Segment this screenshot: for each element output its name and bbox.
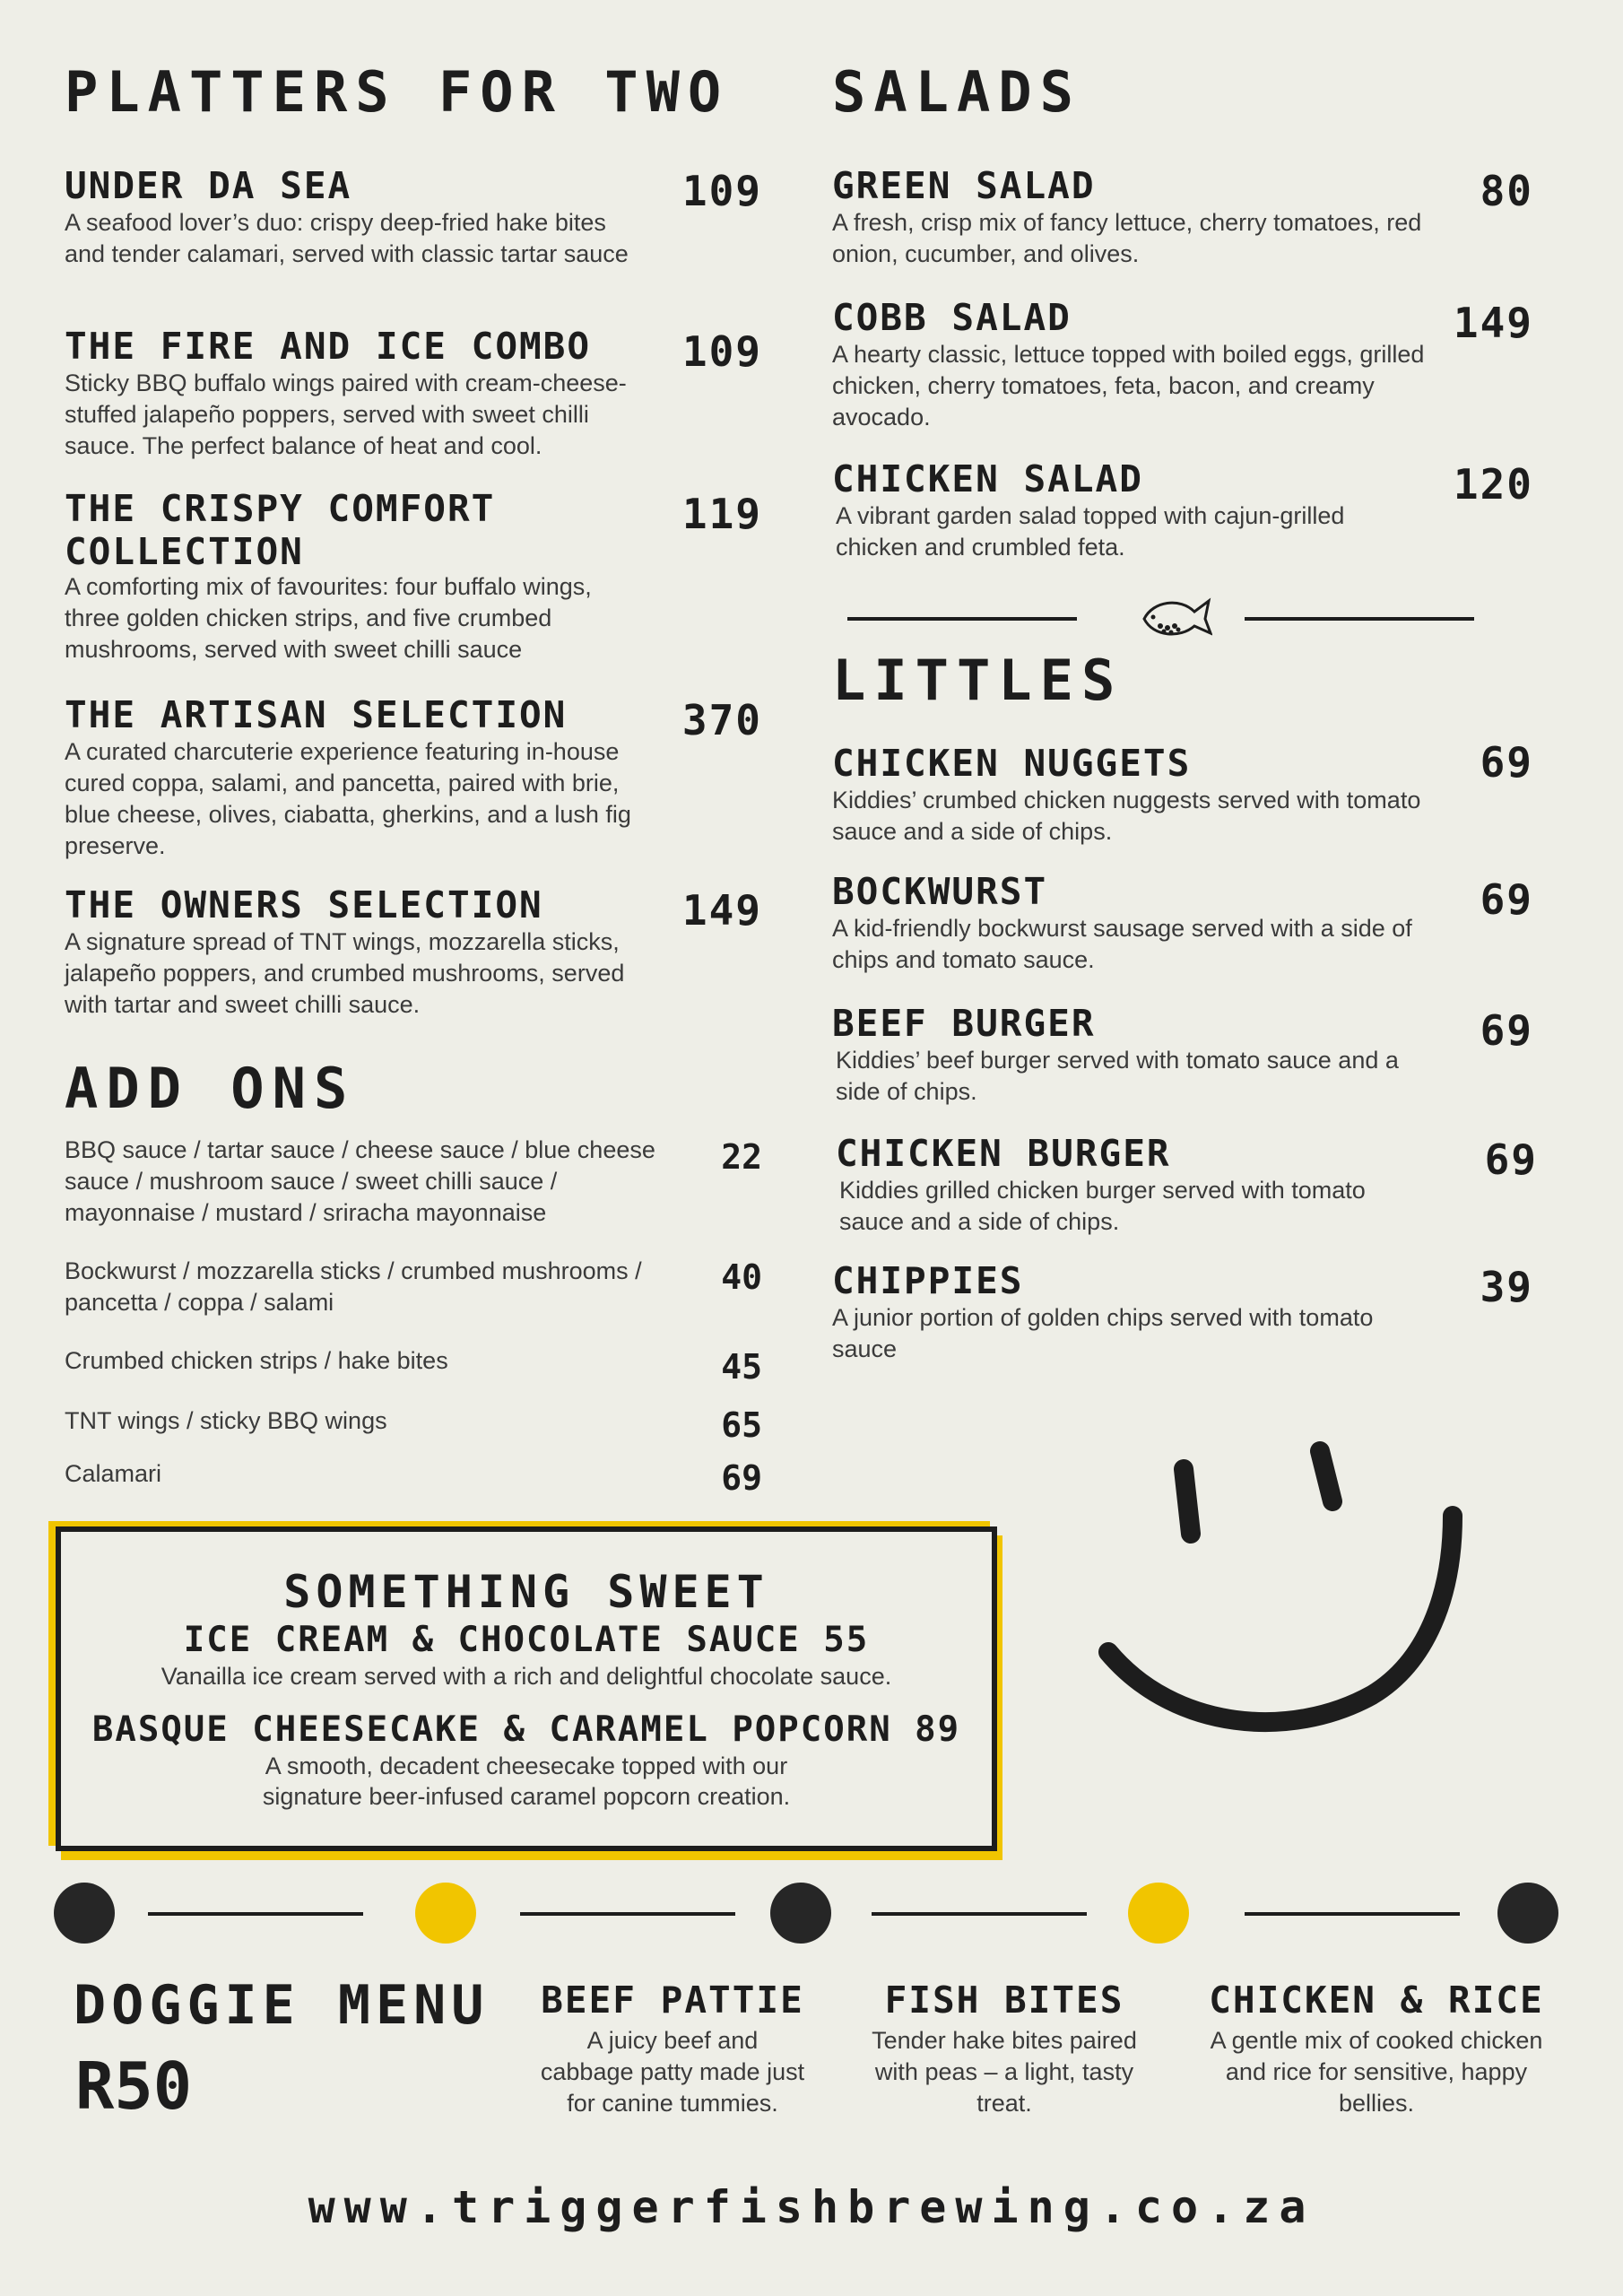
menu-item: [836, 1132, 1436, 1238]
item-name: CHICKEN SALAD: [832, 457, 1143, 500]
menu-item: [832, 1259, 1433, 1365]
item-description: A signature spread of TNT wings, mozzarella sticks, jalapeño poppers, and crumbed mushrooms, served with tartar and sweet chilli sauce.: [65, 928, 625, 1018]
item-name: THE OWNERS SELECTION: [65, 883, 543, 926]
item-description: A vibrant garden salad topped with cajun-grilled chicken and crumbled feta.: [836, 502, 1345, 561]
sweet-item-description: A smooth, decadent cheesecake topped with our signature beer-infused caramel popcorn creation.: [262, 1752, 791, 1810]
addon-item: Crumbed chicken strips / hake bites: [65, 1347, 448, 1374]
item-description: Kiddies’ beef burger served with tomato sauce and a side of chips.: [836, 1047, 1399, 1105]
littles-title: LITTLES: [832, 648, 1124, 713]
menu-item: [65, 487, 531, 573]
item-price: 69: [1480, 738, 1533, 787]
doggie-item: [1184, 1979, 1569, 2119]
menu-item: [65, 164, 647, 270]
doggie-item: [511, 1979, 834, 2119]
item-name: THE ARTISAN SELECTION: [65, 693, 568, 736]
item-name: THE CRISPY COMFORT COLLECTION: [65, 487, 496, 573]
divider-line: [520, 1912, 735, 1916]
item-price: 370: [681, 696, 762, 744]
item-price: 120: [1453, 460, 1533, 509]
divider-dot: [415, 1883, 476, 1944]
doggie-item-description: A juicy beef and cabbage patty made just for canine tummies.: [540, 2027, 805, 2117]
item-description: A curated charcuterie experience featuring in-house cured coppa, salami, and pancetta, paired with brie, blue cheese, olives, ciabatta, gherkins, and a lush fig preserve.: [65, 738, 631, 859]
item-name: UNDER DA SEA: [65, 164, 352, 207]
item-price: 109: [681, 167, 762, 215]
item-name: GREEN SALAD: [832, 164, 1096, 207]
item-price: 109: [681, 327, 762, 376]
item-price: 119: [681, 490, 762, 538]
menu-item: [832, 296, 1433, 433]
addons-title: ADD ONS: [65, 1056, 356, 1121]
smiley-face-icon: [1076, 1426, 1488, 1767]
menu-item: [65, 883, 656, 1021]
menu-item: [65, 325, 656, 462]
item-price: 149: [1453, 299, 1533, 347]
doggie-menu-title: DOGGIE MENU: [74, 1974, 490, 2037]
fish-icon: [1137, 592, 1212, 642]
item-description: Kiddies’ crumbed chicken nuggests served with tomato sauce and a side of chips.: [832, 787, 1421, 845]
item-description: Kiddies grilled chicken burger served with tomato sauce and a side of chips.: [839, 1177, 1366, 1235]
addon-item: BBQ sauce / tartar sauce / cheese sauce / blue cheese sauce / mushroom sauce / sweet chilli sauce / mayonnaise / mustard / sriracha mayonnaise: [65, 1136, 655, 1226]
addon-item: Calamari: [65, 1460, 162, 1487]
addon-price: 22: [721, 1137, 762, 1177]
addon-price: 65: [721, 1405, 762, 1445]
doggie-item-description: A gentle mix of cooked chicken and rice for sensitive, happy bellies.: [1210, 2027, 1543, 2117]
addon-price: 45: [721, 1347, 762, 1387]
item-price: 80: [1480, 167, 1533, 215]
item-price: 69: [1480, 1006, 1533, 1055]
item-price: 39: [1480, 1263, 1533, 1311]
divider-dot: [770, 1883, 831, 1944]
something-sweet-box: [56, 1526, 997, 1851]
item-description: A hearty classic, lettuce topped with boiled eggs, grilled chicken, cherry tomatoes, feta, bacon, and creamy avocado.: [832, 341, 1425, 430]
doggie-item-name: FISH BITES: [884, 1979, 1124, 2022]
doggie-item-description: Tender hake bites paired with peas – a light, tasty treat.: [872, 2027, 1137, 2117]
divider-dot: [54, 1883, 115, 1944]
menu-item: [832, 870, 1433, 976]
item-description: A junior portion of golden chips served with tomato sauce: [832, 1304, 1374, 1362]
addon-item: TNT wings / sticky BBQ wings: [65, 1407, 387, 1434]
website-link[interactable]: www.triggerfishbrewing.co.za: [308, 2181, 1315, 2233]
divider-line: [148, 1912, 363, 1916]
sweet-item-name: ICE CREAM & CHOCOLATE SAUCE 55: [183, 1620, 870, 1660]
doggie-menu-price: R50: [75, 2048, 193, 2124]
doggie-item: [843, 1979, 1166, 2119]
sweet-item-name: BASQUE CHEESECAKE & CARAMEL POPCORN 89: [91, 1709, 961, 1750]
divider-line: [847, 617, 1077, 621]
salads-title: SALADS: [832, 59, 1081, 125]
item-price: 149: [681, 886, 762, 935]
menu-item: [832, 164, 1433, 270]
item-description: A comforting mix of favourites: four buffalo wings, three golden chicken strips, and five crumbed mushrooms, served with sweet chilli sauce: [65, 573, 592, 663]
platters-title: PLATTERS FOR TWO: [65, 59, 730, 125]
item-price: 69: [1480, 875, 1533, 924]
menu-item: [832, 742, 1433, 848]
item-price: 69: [1484, 1135, 1538, 1184]
item-name: BOCKWURST: [832, 870, 1048, 913]
addon-price: 40: [721, 1257, 762, 1297]
item-description: A fresh, crisp mix of fancy lettuce, cherry tomatoes, red onion, cucumber, and olives.: [832, 209, 1422, 267]
item-name: CHICKEN NUGGETS: [832, 742, 1192, 785]
item-description: A seafood lover’s duo: crispy deep-fried hake bites and tender calamari, served with classic tartar sauce: [65, 209, 629, 267]
menu-item-desc-block: [65, 571, 647, 665]
addon-item: Bockwurst / mozzarella sticks / crumbed mushrooms / pancetta / coppa / salami: [65, 1257, 642, 1316]
item-name: CHIPPIES: [832, 1259, 1024, 1302]
sweet-title: SOMETHING SWEET: [283, 1566, 769, 1618]
divider-dot: [1497, 1883, 1558, 1944]
item-name: THE FIRE AND ICE COMBO: [65, 325, 592, 368]
doggie-item-name: BEEF PATTIE: [541, 1979, 804, 2022]
item-name: BEEF BURGER: [832, 1002, 1096, 1045]
menu-item: [832, 457, 1433, 563]
item-description: A kid-friendly bockwurst sausage served with a side of chips and tomato sauce.: [832, 915, 1412, 973]
divider-line: [872, 1912, 1087, 1916]
doggie-item-name: CHICKEN & RICE: [1209, 1979, 1544, 2022]
item-name: CHICKEN BURGER: [836, 1132, 1171, 1175]
sweet-item-description: Vanailla ice cream served with a rich and delightful chocolate sauce.: [161, 1663, 892, 1690]
menu-item: [65, 693, 647, 862]
menu-item: [832, 1002, 1433, 1108]
divider-line: [1245, 1912, 1460, 1916]
divider-line: [1245, 617, 1474, 621]
item-name: COBB SALAD: [832, 296, 1072, 339]
divider-dot: [1128, 1883, 1189, 1944]
item-description: Sticky BBQ buffalo wings paired with cream-cheese-stuffed jalapeño poppers, served with sweet chilli sauce. The perfect balance of heat and cool.: [65, 370, 627, 459]
addon-price: 69: [721, 1458, 762, 1498]
